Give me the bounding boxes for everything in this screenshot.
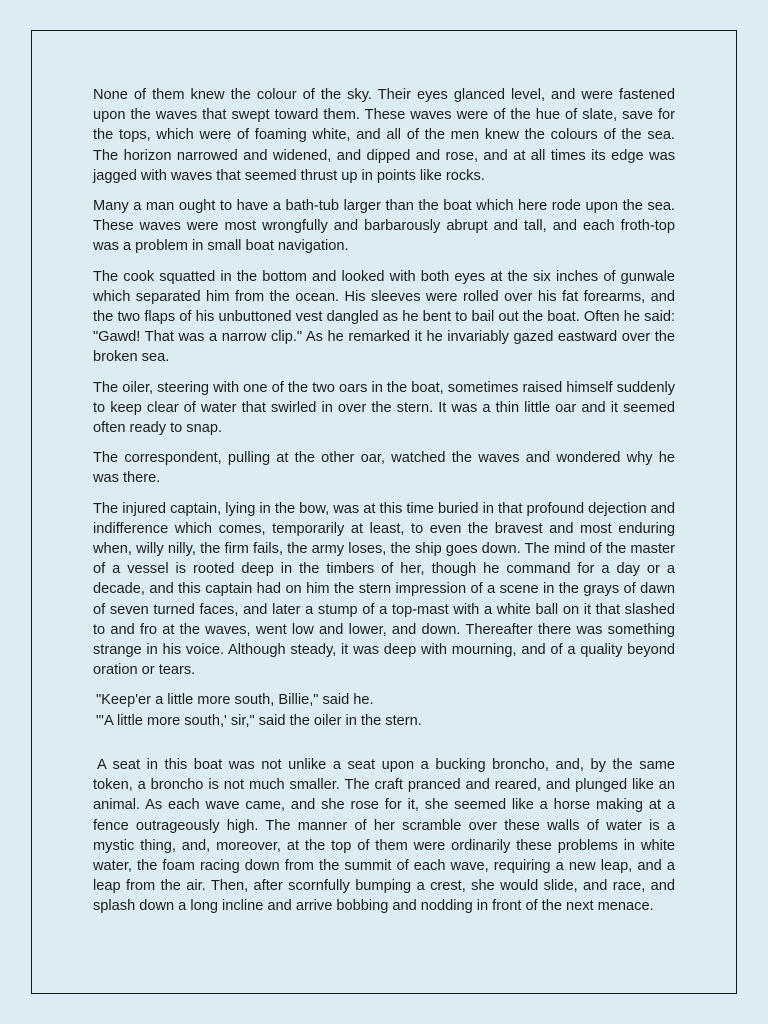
dialogue-line-captain: "Keep'er a little more south, Billie," said he. [96, 692, 374, 709]
dialogue-block [96, 690, 675, 730]
paragraph-sky: None of them knew the colour of the sky. Their eyes glanced level, and were fastened upon the waves that swept toward them. These waves were of the hue of slate, save for the tops, which were of foaming white, and all of the men knew the colours of the sea. The horizon narrowed and widened, and dipped and rose, and at all times its edge was jagged with waves that seemed thrust up in points like rocks. [93, 87, 675, 184]
paragraph-bath-tub: Many a man ought to have a bath-tub larger than the boat which here rode upon the sea. These waves were most wrongfully and barbarously abrupt and tall, and each froth-top was a problem in small boat navigation. [93, 198, 675, 255]
paragraph-oiler: The oiler, steering with one of the two oars in the boat, sometimes raised himself suddenly to keep clear of water that swirled in over the stern. It was a thin little oar and it seemed often ready to snap. [93, 379, 675, 437]
paragraph-captain: The injured captain, lying in the bow, was at this time buried in that profound dejection and indifference which comes, temporarily at least, to even the bravest and most enduring when, willy nilly, the firm fails, the army loses, the ship goes down. The mind of the master of a vessel is rooted deep in the timbers of her, though he command for a day or a decade, and this captain had on him the stern impression of a scene in the grays of dawn of seven turned faces, and later a stump of a top-mast with a white ball on it that slashed to and fro at the waves, went low and lower, and down. Thereafter there was something strange in his voice. Although steady, it was deep with mourning, and of a quality beyond oration or tears. [93, 500, 675, 679]
paragraph-correspondent: The correspondent, pulling at the other oar, watched the waves and wondered why he was there. [93, 450, 675, 487]
paragraph-broncho: A seat in this boat was not unlike a seat upon a bucking broncho, and, by the same token, a broncho is not much smaller. The craft pranced and reared, and plunged like an animal. As each wave came, and she rose for it, she seemed like a horse making at a fence outrageously high. The manner of her scramble over these walls of water is a mystic thing, and, moreover, at the top of them were ordinarily these problems in white water, the foam racing down from the summit of each wave, requiring a new leap, and a leap from the air. Then, after scornfully bumping a crest, she would slide, and race, and splash down a long incline and arrive bobbing and nodding in front of the next menace. [93, 756, 675, 915]
dialogue-line-oiler: "'A little more south,' sir," said the oiler in the stern. [96, 712, 422, 729]
paragraph-cook: The cook squatted in the bottom and looked with both eyes at the six inches of gunwale which separated him from the ocean. His sleeves were rolled over his fat forearms, and the two flaps of his unbuttoned vest dangled as he bent to bail out the boat. Often he said: "Gawd! That was a narrow clip." As he remarked it he invariably gazed eastward over the broken sea. [93, 268, 675, 366]
document-body [93, 85, 675, 927]
